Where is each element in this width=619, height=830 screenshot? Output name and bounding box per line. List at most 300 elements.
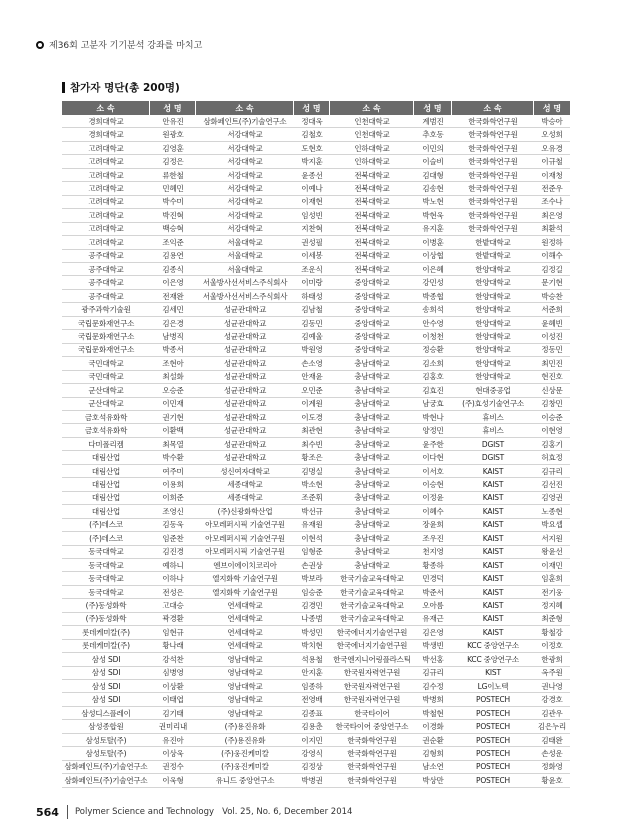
participant-name-cell: 안유진 [150,115,196,128]
participant-name-cell: 안지훈 [294,667,330,680]
participant-name-cell: 이세봉 [294,250,330,263]
participant-name-cell: 이상환 [150,680,196,693]
participant-name-cell: 권기현 [150,411,196,424]
affiliation-cell: 삼화페인트(주)기술연구소 [62,761,150,774]
affiliation-cell: 충남대학교 [330,519,414,532]
participant-name-cell: 유재원 [294,519,330,532]
section-heading [62,80,180,95]
participant-name-cell: 남소연 [414,761,452,774]
participant-name-cell: 이미랑 [294,276,330,289]
participant-name-cell: 박병권 [294,774,330,787]
participant-name-cell: 원광호 [150,128,196,141]
affiliation-cell: POSTECH [452,747,534,760]
affiliation-cell: 대림산업 [62,505,150,518]
affiliation-cell: 충남대학교 [330,438,414,451]
section-title: 참가자 명단(총 200명) [70,82,180,94]
affiliation-cell: 한국화학연구원 [452,196,534,209]
affiliation-cell: 삼성 SDI [62,653,150,666]
affiliation-cell: 한국화학연구원 [452,223,534,236]
participant-name-cell: 최은영 [534,209,570,222]
affiliation-cell: 롯데케미칼(주) [62,640,150,653]
affiliation-cell: 한국기술교육대학교 [330,586,414,599]
participant-name-cell: 김송현 [414,182,452,195]
affiliation-cell: (주)용진유화 [196,734,294,747]
affiliation-cell: 엔브이에이치코리아 [196,559,294,572]
affiliation-cell: 성균관대학교 [196,303,294,316]
participant-name-cell: 김기태 [150,707,196,720]
affiliation-cell: 동국대학교 [62,546,150,559]
participant-name-cell: 박준서 [414,586,452,599]
affiliation-cell: 영남대학교 [196,667,294,680]
affiliation-cell: KAIST [452,546,534,559]
participant-name-cell: 조운식 [294,263,330,276]
page-footer [36,805,352,819]
participant-name-cell: 최관현 [294,424,330,437]
affiliation-cell: 국민대학교 [62,371,150,384]
participant-name-cell: 옥주원 [534,667,570,680]
participant-name-cell: 서준희 [534,303,570,316]
affiliation-cell: 한국화학연구원 [452,115,534,128]
affiliation-cell: 삼화페인트(주)기술연구소 [196,115,294,128]
affiliation-cell: 서강대학교 [196,196,294,209]
participant-name-cell: 원정하 [534,236,570,249]
participant-name-cell: 왕윤선 [534,546,570,559]
affiliation-cell: POSTECH [452,774,534,787]
affiliation-cell: 성신여자대학교 [196,465,294,478]
affiliation-cell: 서울방사선서비스주식회사 [196,290,294,303]
affiliation-cell: 성균관대학교 [196,384,294,397]
participant-name-cell: 김용춘 [294,720,330,733]
participant-name-cell: 이지민 [294,734,330,747]
running-title: 제36회 고분자 기기분석 강좌를 마치고 [49,41,203,51]
affiliation-cell: 인천대학교 [330,115,414,128]
affiliation-cell: 대림산업 [62,478,150,491]
participant-name-cell: 임준찬 [150,532,196,545]
participant-name-cell: 박철현 [414,707,452,720]
affiliation-cell: 전북대학교 [330,250,414,263]
affiliation-cell: 세종대학교 [196,492,294,505]
affiliation-column-header: 소 속 [330,101,414,115]
participant-name-cell: 박종서 [150,344,196,357]
affiliation-cell: 한국화학연구원 [330,747,414,760]
affiliation-cell: 금호석유화학 [62,411,150,424]
affiliation-cell: 중앙대학교 [330,317,414,330]
participant-name-cell: 김선진 [534,478,570,491]
affiliation-cell: 대림산업 [62,451,150,464]
affiliation-cell: KIST [452,667,534,680]
affiliation-cell: 전북대학교 [330,209,414,222]
participant-name-cell: 박승아 [534,115,570,128]
affiliation-cell: 중앙대학교 [330,276,414,289]
participant-name-cell: 장윤희 [414,519,452,532]
participant-name-cell: 민경덕 [414,572,452,585]
participant-name-cell: 강경호 [534,693,570,706]
affiliation-cell: KCC 중앙연구소 [452,640,534,653]
participant-name-cell: 유지훈 [414,223,452,236]
affiliation-cell: POSTECH [452,693,534,706]
name-column-header: 성 명 [150,101,196,115]
affiliation-cell: 서울방사선서비스주식회사 [196,276,294,289]
affiliation-cell: 중앙대학교 [330,344,414,357]
participant-name-cell: 박지훈 [294,155,330,168]
journal-name: Polymer Science and Technology [74,807,215,817]
participant-name-cell: 하태성 [294,290,330,303]
affiliation-cell: 휴비스 [452,424,534,437]
affiliation-cell: 국립문화재연구소 [62,330,150,343]
participant-name-cell: 김은누리 [534,720,570,733]
affiliation-cell: 성균관대학교 [196,371,294,384]
affiliation-cell: 현대중공업 [452,384,534,397]
affiliation-cell: 서울대학교 [196,236,294,249]
affiliation-cell: 삼성 SDI [62,667,150,680]
affiliation-cell: 한양대학교 [452,371,534,384]
affiliation-cell: 성균관대학교 [196,411,294,424]
participant-name-cell: 김종식 [150,263,196,276]
participant-name-cell: 유재근 [414,613,452,626]
participant-name-cell: 김남철 [294,303,330,316]
affiliation-cell: KAIST [452,505,534,518]
participant-name-cell: 현진호 [534,371,570,384]
participant-name-cell: 이도경 [294,411,330,424]
affiliation-cell: 경희대학교 [62,115,150,128]
affiliation-cell: KAIST [452,532,534,545]
affiliation-cell: 고려대학교 [62,209,150,222]
circle-bullet-icon [36,41,44,49]
affiliation-cell: 대림산업 [62,465,150,478]
participant-name-cell: 여주미 [150,465,196,478]
participant-name-cell: 조우진 [414,532,452,545]
participant-name-cell: 이재청 [534,169,570,182]
participant-name-cell: 김세민 [150,303,196,316]
affiliation-cell: 한국엔지니어링플라스틱 [330,653,414,666]
affiliation-cell: 서강대학교 [196,142,294,155]
affiliation-cell: 광주과학기술원 [62,303,150,316]
participant-name-cell: 안재윤 [294,371,330,384]
participant-name-cell: 임승준 [294,586,330,599]
journal-issue: Vol. 25, No. 6, December 2014 [222,807,353,817]
participant-name-cell: 정지혜 [534,599,570,612]
affiliation-cell: 한양대학교 [452,276,534,289]
participant-name-cell: 오아름 [414,599,452,612]
participant-name-cell: 조준휘 [294,492,330,505]
participant-name-cell: 김대형 [414,169,452,182]
participant-name-cell: 전재완 [150,290,196,303]
participant-name-cell: 이희준 [150,492,196,505]
participant-name-cell: 이은영 [150,276,196,289]
participant-name-cell: 이병훈 [414,236,452,249]
participant-name-cell: 김창민 [534,398,570,411]
participant-name-cell: 오유경 [534,142,570,155]
participant-name-cell: 남병직 [150,330,196,343]
participant-name-cell: 권성필 [294,236,330,249]
affiliation-cell: 전북대학교 [330,196,414,209]
participant-name-cell: 최목열 [150,438,196,451]
participant-name-cell: 손성운 [534,747,570,760]
affiliation-cell: 삼성디스플레이 [62,707,150,720]
affiliation-cell: 한국화학연구원 [330,761,414,774]
affiliation-cell: 한밭대학교 [452,236,534,249]
affiliation-cell: 공주대학교 [62,263,150,276]
affiliation-cell: 아모레퍼시픽 기술연구원 [196,532,294,545]
affiliation-cell: 전북대학교 [330,263,414,276]
participant-name-cell: 박노현 [414,196,452,209]
affiliation-cell: 연세대학교 [196,626,294,639]
participant-name-cell: 최민진 [534,357,570,370]
affiliation-cell: 충남대학교 [330,398,414,411]
affiliation-cell: 서강대학교 [196,155,294,168]
affiliation-cell: 삼성종합원 [62,720,150,733]
name-column-header: 성 명 [534,101,570,115]
affiliation-cell: 휴비스 [452,411,534,424]
affiliation-cell: (주)동성화학 [62,613,150,626]
participant-name-cell: 이정호 [534,640,570,653]
participant-name-cell: 이태엽 [150,693,196,706]
participant-name-cell: 황철강 [534,626,570,639]
participant-name-cell: 이민의 [414,142,452,155]
participant-name-cell: 권순환 [414,734,452,747]
affiliation-cell: KAIST [452,465,534,478]
participant-name-cell: 황윤호 [534,774,570,787]
participant-name-cell: 박치현 [294,640,330,653]
participant-name-cell: 김효진 [414,384,452,397]
affiliation-cell: KAIST [452,492,534,505]
affiliation-cell: (주)용진유화 [196,720,294,733]
affiliation-cell: 동국대학교 [62,586,150,599]
affiliation-cell: 대림산업 [62,492,150,505]
affiliation-cell: 중앙대학교 [330,290,414,303]
affiliation-cell: 한국화학연구원 [452,209,534,222]
affiliation-cell: 아모레퍼시픽 기술연구원 [196,546,294,559]
affiliation-cell: POSTECH [452,734,534,747]
participant-name-cell: 임현규 [150,626,196,639]
participant-name-cell: 박승찬 [534,290,570,303]
affiliation-cell: 롯데케미칼(주) [62,626,150,639]
participant-name-cell: 임형준 [294,546,330,559]
participant-name-cell: 박보라 [294,572,330,585]
participant-name-cell: 전기웅 [534,586,570,599]
participant-name-cell: 백승혁 [150,223,196,236]
participant-name-cell: 박수미 [150,196,196,209]
participant-name-cell: 김홍기 [534,438,570,451]
participant-name-cell: 조현아 [150,357,196,370]
affiliation-cell: 국립문화재연구소 [62,344,150,357]
affiliation-cell: 충남대학교 [330,357,414,370]
affiliation-cell: 다미폴리켐 [62,438,150,451]
affiliation-cell: 공주대학교 [62,290,150,303]
affiliation-cell: 한양대학교 [452,357,534,370]
participant-name-cell: 서지원 [534,532,570,545]
affiliation-cell: 삼성 SDI [62,680,150,693]
participant-name-cell: 김규리 [534,465,570,478]
participant-name-cell: 김은경 [150,317,196,330]
participant-name-cell: 노종현 [534,505,570,518]
affiliation-cell: 서강대학교 [196,182,294,195]
participant-name-cell: 김영훈 [150,142,196,155]
participant-name-cell: 석용철 [294,653,330,666]
affiliation-cell: 국민대학교 [62,357,150,370]
participant-name-cell: 허효정 [534,451,570,464]
affiliation-cell: 인천대학교 [330,128,414,141]
participant-name-cell: 이혜수 [414,505,452,518]
affiliation-cell: 고려대학교 [62,155,150,168]
affiliation-cell: 연세대학교 [196,613,294,626]
participant-name-cell: 이규철 [534,155,570,168]
participant-name-cell: 정동민 [534,344,570,357]
participant-name-cell: 계범진 [414,115,452,128]
participant-name-cell: 이정윤 [414,492,452,505]
running-header [36,38,202,51]
participant-name-cell: 박생빈 [414,640,452,653]
affiliation-cell: 한국원자력연구원 [330,680,414,693]
affiliation-cell: 성균관대학교 [196,451,294,464]
participant-name-cell: 이슬비 [414,155,452,168]
participant-name-cell: 윤주한 [414,438,452,451]
participant-name-cell: 황나래 [150,640,196,653]
affiliation-cell: 충남대학교 [330,505,414,518]
participant-name-cell: 김용연 [150,250,196,263]
participant-name-cell: 조수나 [534,196,570,209]
participant-name-cell: 이현영 [534,424,570,437]
participant-name-cell: 민혜민 [150,182,196,195]
affiliation-cell: 한양대학교 [452,317,534,330]
participant-name-cell: 박선홍 [414,653,452,666]
participant-name-cell: 김동욱 [150,519,196,532]
affiliation-cell: 한양대학교 [452,344,534,357]
participant-name-cell: 박소현 [294,478,330,491]
participant-name-cell: 박상만 [414,774,452,787]
affiliation-cell: 한국원자력연구원 [330,693,414,706]
affiliation-cell: 동국대학교 [62,559,150,572]
affiliation-cell: KAIST [452,478,534,491]
participants-table [62,101,570,788]
affiliation-cell: 한국타이어 [330,707,414,720]
participant-name-cell: 이재현 [294,196,330,209]
affiliation-cell: 충남대학교 [330,424,414,437]
participant-name-cell: 김영권 [534,492,570,505]
affiliation-cell: 한국화학연구원 [452,182,534,195]
affiliation-cell: 충남대학교 [330,451,414,464]
affiliation-cell: 금호석유화학 [62,424,150,437]
participant-name-cell: 한광희 [534,653,570,666]
affiliation-cell: 한국화학연구원 [452,169,534,182]
participant-name-cell: 김동민 [294,317,330,330]
participant-name-cell: 권미리내 [150,720,196,733]
affiliation-cell: 엘지화학 기술연구원 [196,572,294,585]
participant-name-cell: 신상문 [534,384,570,397]
participant-name-cell: 전성은 [150,586,196,599]
affiliation-cell: POSTECH [452,761,534,774]
participant-name-cell: 이재민 [534,559,570,572]
participant-name-cell: 전준우 [534,182,570,195]
participant-name-cell: 박현나 [414,411,452,424]
affiliation-cell: 서강대학교 [196,169,294,182]
participant-name-cell: 오승준 [150,384,196,397]
participant-name-cell: 지찬혁 [294,223,330,236]
affiliation-cell: 영남대학교 [196,707,294,720]
affiliation-cell: 충남대학교 [330,371,414,384]
affiliation-cell: 한양대학교 [452,290,534,303]
affiliation-cell: 한국기술교육대학교 [330,599,414,612]
participant-name-cell: 김정상 [294,761,330,774]
affiliation-cell: 국립문화재연구소 [62,317,150,330]
affiliation-cell: (주)데스코 [62,532,150,545]
affiliation-cell: 삼성 SDI [62,693,150,706]
participant-name-cell: 김홍호 [414,371,452,384]
name-column-header: 성 명 [414,101,452,115]
affiliation-cell: 영남대학교 [196,653,294,666]
affiliation-cell: 한국타이어 중앙연구소 [330,720,414,733]
participant-name-cell: 이민재 [150,398,196,411]
affiliation-cell: 인하대학교 [330,155,414,168]
heading-bar-icon [62,82,65,93]
participant-name-cell: 김관우 [534,707,570,720]
participant-name-cell: 김태완 [534,734,570,747]
participant-name-cell: 김규리 [414,667,452,680]
participant-name-cell: 김정은 [150,155,196,168]
participant-name-cell: 안수영 [414,317,452,330]
participant-name-cell: 추호동 [414,128,452,141]
affiliation-cell: 한양대학교 [452,330,534,343]
affiliation-cell: 한양대학교 [452,263,534,276]
affiliation-cell: 성균관대학교 [196,330,294,343]
affiliation-column-header: 소 속 [196,101,294,115]
affiliation-cell: 군산대학교 [62,398,150,411]
affiliation-cell: 고려대학교 [62,142,150,155]
affiliation-cell: 서울대학교 [196,250,294,263]
affiliation-cell: 영남대학교 [196,693,294,706]
affiliation-cell: 동국대학교 [62,572,150,585]
participant-name-cell: 나종범 [294,613,330,626]
affiliation-cell: KAIST [452,572,534,585]
affiliation-cell: 성균관대학교 [196,344,294,357]
participant-name-cell: 윤혜빈 [534,317,570,330]
affiliation-cell: 충남대학교 [330,411,414,424]
affiliation-cell: 인하대학교 [330,142,414,155]
affiliation-cell: 고려대학교 [62,182,150,195]
affiliation-cell: KAIST [452,626,534,639]
participant-name-cell: 김명실 [294,465,330,478]
affiliation-cell: 군산대학교 [62,384,150,397]
affiliation-cell: 공주대학교 [62,250,150,263]
participant-name-cell: 권정수 [150,761,196,774]
affiliation-cell: 공주대학교 [62,276,150,289]
participant-name-cell: 이욱형 [150,774,196,787]
participant-name-cell: 최준형 [534,613,570,626]
participant-name-cell: 황종하 [414,559,452,572]
affiliation-cell: 한국에너지기술연구원 [330,640,414,653]
participant-name-cell: 송희석 [414,303,452,316]
affiliation-cell: 서강대학교 [196,223,294,236]
page-number: 564 [36,805,59,819]
affiliation-cell: 삼화페인트(주)기술연구소 [62,774,150,787]
participant-name-cell: 이은혜 [414,263,452,276]
participant-name-cell: 이하나 [150,572,196,585]
affiliation-cell: (주)신광화학산업 [196,505,294,518]
affiliation-column-header: 소 속 [452,101,534,115]
affiliation-cell: 충남대학교 [330,478,414,491]
affiliation-cell: 전북대학교 [330,223,414,236]
affiliation-cell: 삼성토탈(주) [62,734,150,747]
affiliation-cell: 전북대학교 [330,169,414,182]
affiliation-cell: 충남대학교 [330,532,414,545]
participant-name-cell: 강영식 [294,747,330,760]
participant-name-cell: 박진혁 [150,209,196,222]
participant-name-cell: 고대승 [150,599,196,612]
participant-name-cell: 손소영 [294,357,330,370]
affiliation-cell: 고려대학교 [62,169,150,182]
participant-name-cell: 김은영 [414,626,452,639]
participant-name-cell: 이청천 [414,330,452,343]
